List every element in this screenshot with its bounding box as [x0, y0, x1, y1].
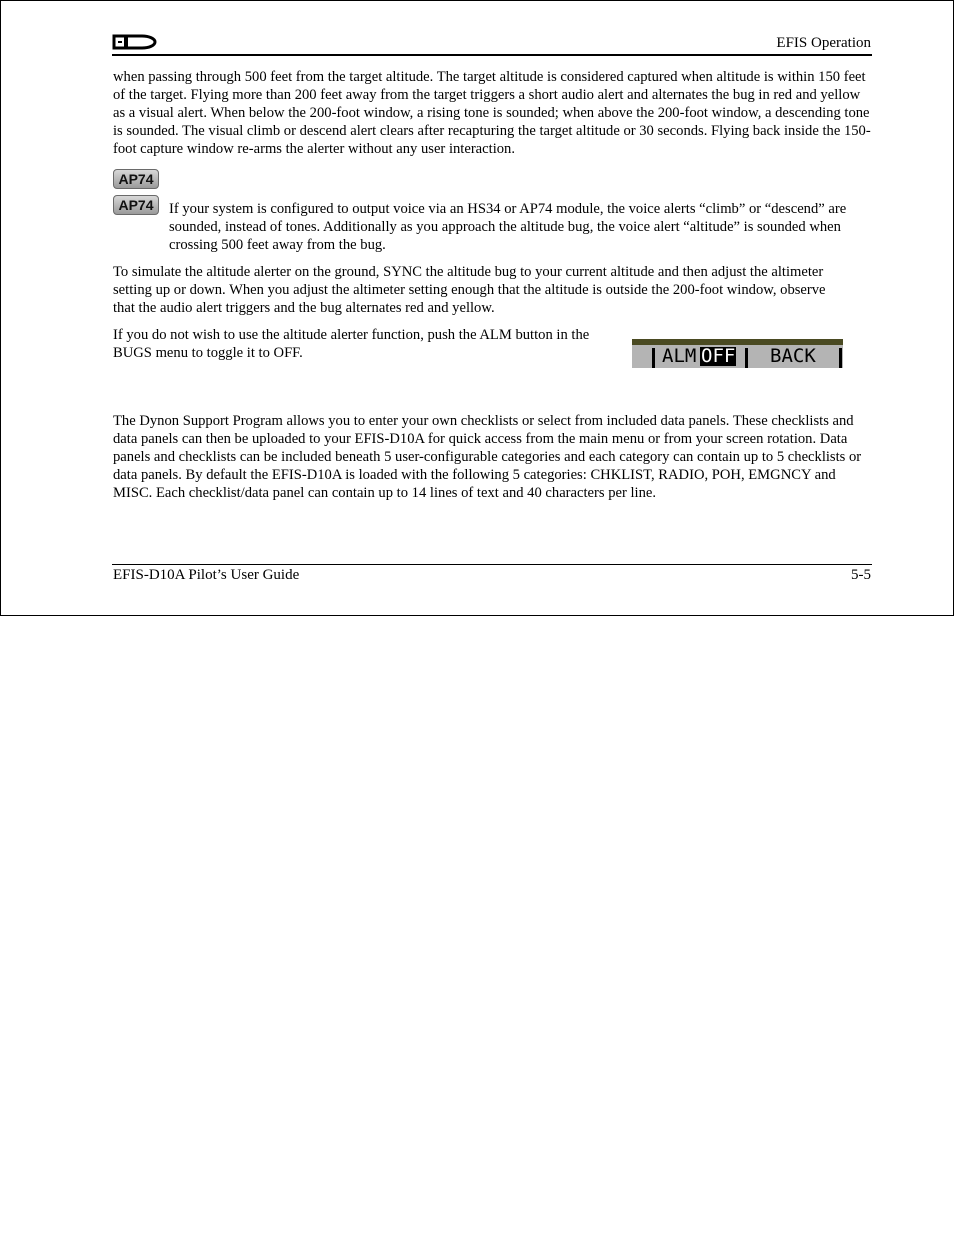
- section-title: EFIS Operation: [776, 35, 871, 51]
- softkey-bar-image: [632, 339, 843, 368]
- softkey-back-label: BACK: [770, 345, 816, 367]
- page-header: [112, 31, 872, 56]
- softkey-alm-state: OFF: [701, 345, 736, 367]
- softkey-alm-label: ALM: [662, 345, 697, 367]
- paragraph-checklists: The Dynon Support Program allows you to enter your own checklists or select from included data panels. These checklists and data panels can then be uploaded to your EFIS-D10A for quick access from the main menu or from your screen rotation. Data panels and checklists can be included beneath 5 user-configurable categories and each category can contain up to 5 checklists or data panels. By default the EFIS-D10A is loaded with the following 5 categories: CHKLIST, RADIO, POH, EMGNCY and MISC. Each checklist/data panel can contain up to 14 lines of text and 40 characters per line.: [113, 413, 862, 501]
- softkey-row: [632, 345, 843, 368]
- paragraph-alert-behavior: when passing through 500 feet from the target altitude. The target altitude is considered captured when altitude is within 150 feet of the target. Flying more than 200 feet away from the target triggers a short audio alert and alternates the bug in red and yellow as a visual alert. When below the 200-foot window, a rising tone is sounded; when above the 200-foot window, a descending tone is sounded. The visual climb or descend alert clears after recapturing the target altitude or 30 seconds. Flying back inside the 150-foot capture window re-arms the alerter without any user interaction.: [113, 69, 871, 157]
- page-footer: [112, 564, 872, 589]
- softkey-divider: [745, 348, 748, 368]
- dynon-logo-icon: [112, 33, 158, 51]
- ap74-badge: AP74: [113, 195, 159, 215]
- ap74-badge: AP74: [113, 169, 159, 189]
- guide-title: EFIS-D10A Pilot’s User Guide: [113, 567, 300, 583]
- paragraph-disable-alerter: If you do not wish to use the altitude alerter function, push the ALM button in the BUGS menu to toggle it to OFF.: [113, 327, 590, 361]
- page-number: 5-5: [851, 567, 871, 583]
- paragraph-voice-alerts: If your system is configured to output voice via an HS34 or AP74 module, the voice alerts “climb” or “descend” are sounded, instead of tones. Additionally as you approach the altitude bug, the voice alert “altitude” is sounded when crossing 500 feet away from the bug.: [169, 201, 847, 253]
- paragraph-simulate-alerter: To simulate the altitude alerter on the ground, SYNC the altitude bug to your current altitude and then adjust the altimeter setting up or down. When you adjust the altimeter setting enough that the altitude is outside the 200-foot window, observe that the audio alert triggers and the bug alternates red and yellow.: [113, 264, 826, 316]
- document-page: [0, 0, 954, 616]
- softkey-divider: [652, 348, 655, 368]
- softkey-divider: [839, 348, 842, 368]
